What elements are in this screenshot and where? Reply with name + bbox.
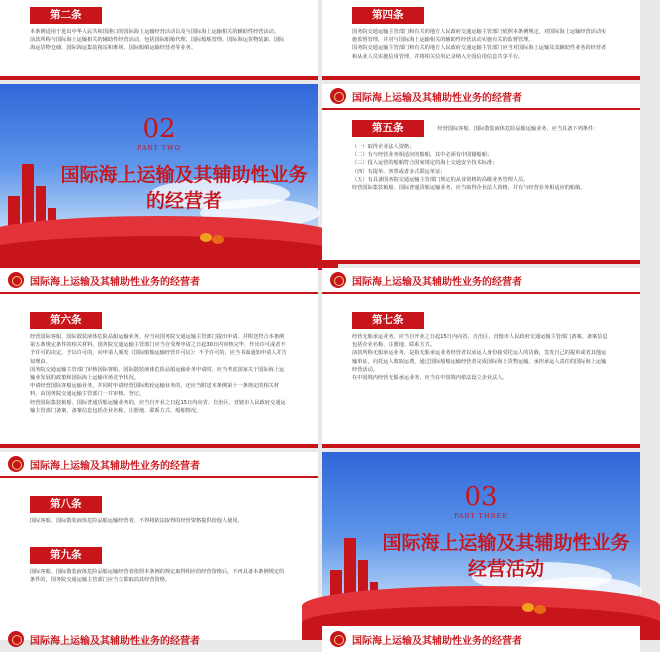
next-slide-header [322,626,640,652]
header-title: 国际海上运输及其辅助性业务的经营者 [30,276,200,288]
article-body [0,329,318,415]
red-wave [0,236,338,270]
emblem-icon [330,631,346,647]
part-title: 国际海上运输及其辅助性业务经营活动 [382,532,630,580]
header-title: 国际海上运输及其辅助性业务的经营者 [352,635,522,647]
paragraph: 经营无船承运业务，应当自开业之日起15日内向省、自治区、直辖市人民政府交通运输主管部门备案，备案信息包括企业名称、注册地、联系方式。 [352,334,608,349]
slide-article-4 [322,0,640,80]
article-badge: 第五条 [352,120,424,137]
header-title: 国际海上运输及其辅助性业务的经营者 [30,635,200,647]
article-body [0,564,318,584]
emblem-icon [330,88,346,104]
article-badge: 第二条 [30,7,102,24]
emblem-icon [8,456,24,472]
bottom-bar [322,76,640,80]
bottom-bar [322,260,640,264]
paragraph: 国际客船、国际散装液体危险品船运输经营者，不得将依法取得的经营资格提供给他人使用。 [30,518,243,524]
cover-part-two [0,84,318,264]
slide-article-5 [322,84,640,264]
paragraph: 在中国境内经营无船承运业务，应当在中国境内依法设立企业法人。 [352,375,508,382]
bottom-bar [0,76,318,80]
paragraph: 国务院交通运输主管部门审核国际客船、国际散装液体危险品船运输业务申请时，应当考虑国家关于国际海上运输业发展的政策和国际海上运输市场竞争状况。 [30,366,285,382]
part-label: PART THREE [453,512,509,520]
list-item: （五）有具备国务院交通运输主管部门规定的从业资格的高级业务管理人员。 [352,176,529,183]
article-body [322,24,640,61]
article-body [322,329,640,382]
flower-decoration [200,233,212,242]
part-number: 02 [142,114,176,144]
list-item: （二）有与经营业务相适应的船舶，其中必须有中国籍船舶； [352,152,493,159]
slide-header [0,268,318,294]
article-body [0,513,318,525]
paragraph: 本条例适用于进出中华人民共和国港口的国际海上运输经营活动以及与国际海上运输相关的辅助性经营活动。 [30,29,280,35]
list-item: （三）投入运营的船舶符合国家规定的海上交通安全技术标准； [352,160,498,167]
article-body [0,24,318,53]
paragraph: 经营国际客船、国际散装液体危险品船运输业务，应当向国务院交通运输主管部门提出申请，并附送符合本条例第五条规定条件的相关材料。国务院交通运输主管部门应当自受理申请之日起30日内审核完毕，作出许可或者不予许可的决定。予以许可的，向申请人颁发《国际船舶运输经营许可证》；不予许可的，应当书面通知申请人并告知理由。 [30,334,287,365]
article-badge: 第七条 [352,312,424,329]
article-lead: 经营国际客船、国际散装液体危险品船运输业务，应当具备下列条件： [437,126,599,132]
article-badge: 第八条 [30,496,102,513]
next-slide-header [0,626,318,652]
flower-decoration [522,603,534,612]
list-item: （四）有提单、客票或者多式联运单证； [352,168,446,175]
article-body [322,137,640,192]
list-item: （一）取得企业法人资格； [352,144,415,150]
paragraph: 经营国际集装箱船、国际普通货船运输业务的，应当自开业之日起15日内向省、自治区、直辖市人民政府交通运输主管部门备案，备案信息包括企业名称、注册地、联系方式、船舶情况。 [30,399,286,414]
flower-decoration [212,235,224,244]
paragraph: 国际客船、国际散装液体危险品船运输经营者依照本条例的规定取得相应的经营资格后，不再具备本条例规定的条件的，国务院交通运输主管部门应当立即取消其经营资格。 [30,569,285,584]
paragraph: 经营国际集装箱船、国际普通货船运输业务，应当取得企业法人资格，并有与经营业务相适应的船舶。 [352,185,586,192]
header-title: 国际海上运输及其辅助性业务的经营者 [352,92,522,104]
paragraph: 国务院交通运输主管部门和有关的地方人民政府交通运输主管部门依照本条例规定，对国际海上运输经营活动实施监督管理，并对与国际海上运输相关的辅助性经营活动实施有关的监督管理。 [352,29,607,44]
slide-header [0,452,318,478]
emblem-icon [8,631,24,647]
paragraph: 国务院交通运输主管部门和有关的地方人民政府交通运输主管部门应当对国际海上运输及其辅助性业务的经营者和从业人员实施信用管理，并将相关信用记录纳入全国信用信息共享平台。 [352,45,607,60]
paragraph: 申请经营国际客船运输业务，并同时申请经营国际班轮运输业务的，还应当附送本条例第十一条规定的相关材料，由国务院交通运输主管部门一并审核、登记。 [30,383,280,398]
slide-header [322,84,640,110]
slide-article-7 [322,268,640,448]
article-badge: 第四条 [352,7,424,24]
paragraph: 前款所称无船承运业务，是指无船承运业务经营者以承运人身份接受托运人的货载，签发自己的提单或者其他运输单证，向托运人收取运费，通过国际船舶运输经营者完成国际海上货物运输，承担承运人责任的国际海上运输经营活动。 [352,350,607,373]
emblem-icon [8,272,24,288]
slide-article-6 [0,268,318,448]
article-badge: 第六条 [30,312,102,329]
flower-decoration [534,605,546,614]
emblem-icon [330,272,346,288]
cover-part-three [322,452,640,647]
paragraph: 前款所称与国际海上运输相关的辅助性经营活动，包括国际船舶代理、国际船舶管理、国际海运货物装卸、国际海运货物仓储、国际海运集装箱站和堆场、国际船舶运输经营者等业务。 [30,37,285,52]
slide-header [322,268,640,294]
bottom-bar [322,444,640,448]
slide-article-8-9 [0,452,318,647]
part-label: PART TWO [137,144,181,152]
part-title: 国际海上运输及其辅助性业务的经营者 [60,164,308,212]
part-number: 03 [464,482,498,512]
header-title: 国际海上运输及其辅助性业务的经营者 [30,460,200,472]
bottom-bar [0,444,318,448]
slide-article-2 [0,0,318,80]
header-title: 国际海上运输及其辅助性业务的经营者 [352,276,522,288]
article-badge: 第九条 [30,547,102,564]
